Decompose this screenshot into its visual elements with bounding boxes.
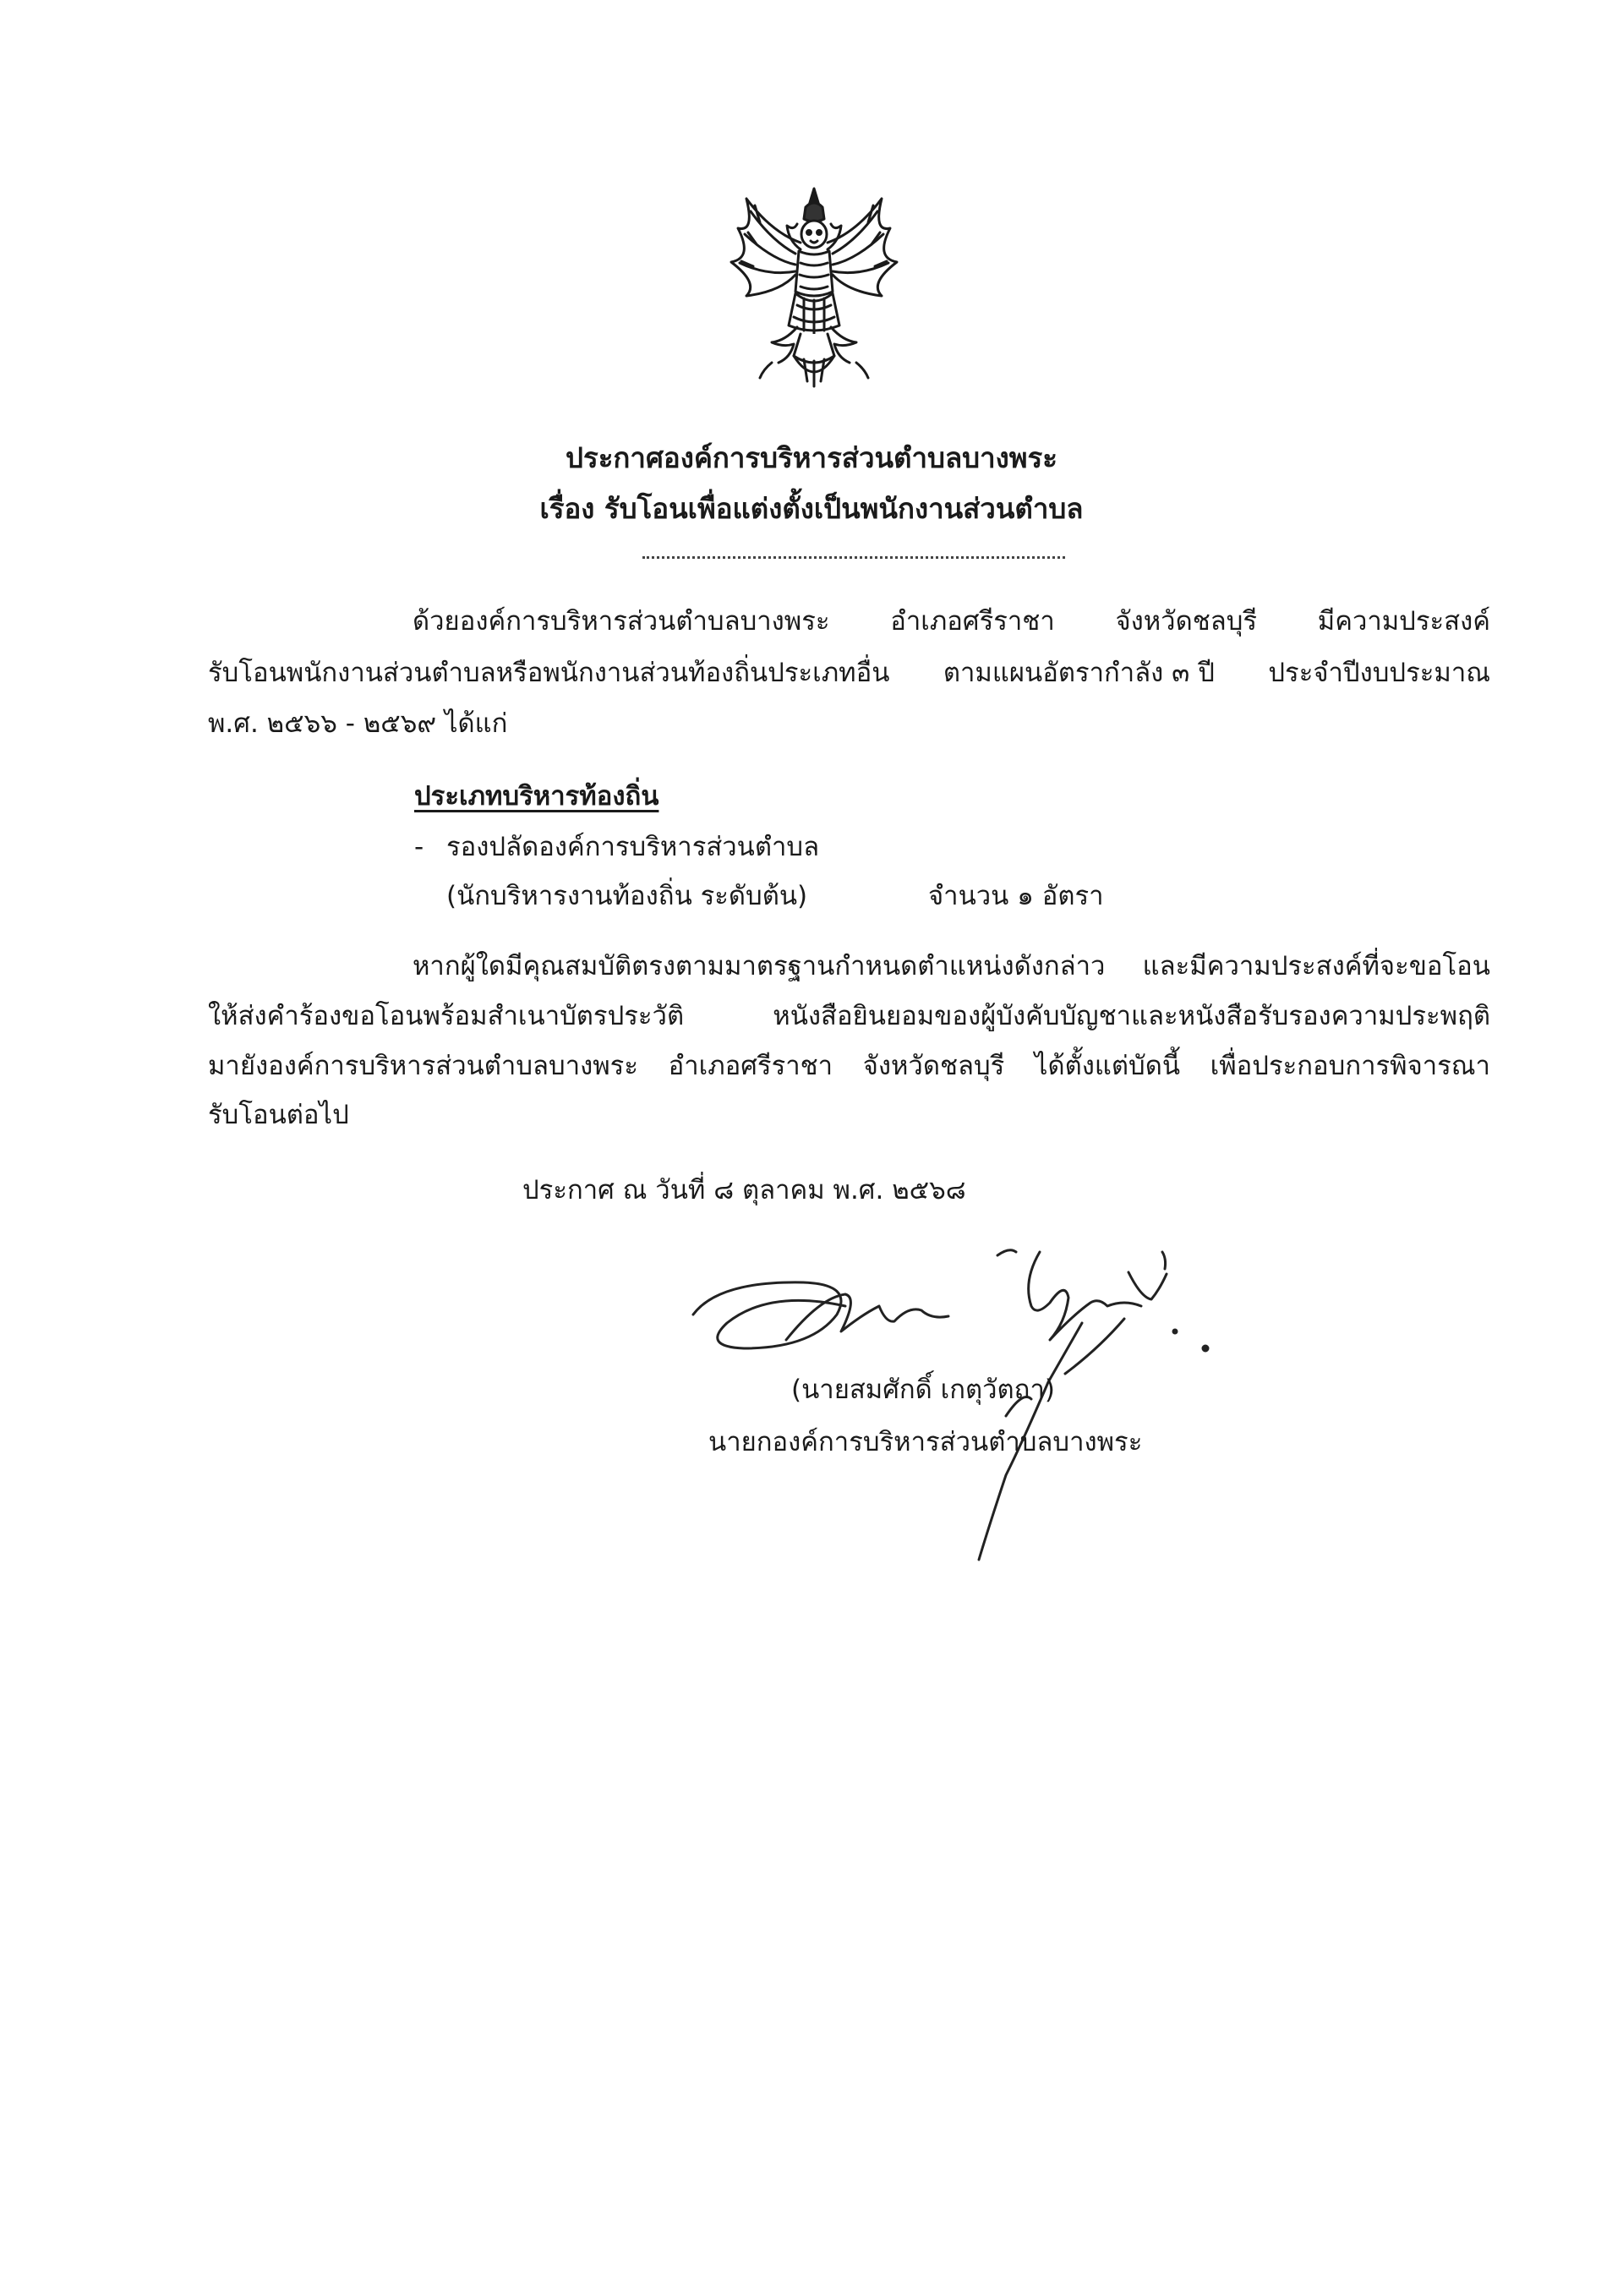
position-name: รองปลัดองค์การบริหารส่วนตำบล	[446, 832, 820, 862]
signature-icon	[668, 1222, 1243, 1594]
para1-line1-word: มีความประสงค์	[1317, 606, 1490, 637]
para2-line2-word: หนังสือยินยอมของผู้บังคับบัญชาและหนังสือรับรองความประพฤติ	[773, 1001, 1490, 1031]
para2-line3-word: จังหวัดชลบุรี	[862, 1051, 1005, 1081]
para1-line1-word: จังหวัดชลบุรี	[1115, 606, 1258, 637]
para2-line1-word: หากผู้ใดมีคุณสมบัติตรงตามมาตรฐานกำหนดตำแหน่งดังกล่าว	[413, 951, 1106, 981]
para1-line3: พ.ศ. ๒๕๖๖ - ๒๕๖๙ ได้แก่	[208, 708, 508, 739]
para2-line2	[208, 999, 1490, 1033]
para1-line1-word: อำเภอศรีราชา	[890, 606, 1055, 637]
garuda-emblem-icon	[712, 182, 916, 393]
para2-line3	[208, 1049, 1490, 1083]
para2-line3-word: อำเภอศรีราชา	[668, 1051, 833, 1081]
para1-line2	[208, 656, 1490, 690]
para1-line2-word: ตามแผนอัตรากำลัง ๓ ปี	[943, 658, 1215, 688]
position-count: จำนวน ๑ อัตรา	[928, 881, 1104, 911]
para1-line1-word: ด้วยองค์การบริหารส่วนตำบลบางพระ	[413, 606, 830, 637]
para2-line3-word: ได้ตั้งแต่บัดนี้	[1034, 1051, 1181, 1081]
position-dash: -	[414, 832, 424, 862]
announce-date: ประกาศ ณ วันที่ ๘ ตุลาคม พ.ศ. ๒๕๖๘	[522, 1175, 966, 1205]
para1-line1	[413, 604, 1490, 638]
para1-line2-word: รับโอนพนักงานส่วนตำบลหรือพนักงานส่วนท้องถิ่นประเภทอื่น	[208, 658, 890, 688]
announcement-title: ประกาศองค์การบริหารส่วนตำบลบางพระ	[566, 441, 1057, 474]
para2-line1	[413, 949, 1490, 983]
para1-line2-word: ประจำปีงบประมาณ	[1268, 658, 1490, 688]
position-level: (นักบริหารงานท้องถิ่น ระดับต้น)	[446, 881, 808, 911]
para2-line3-word: มายังองค์การบริหารส่วนตำบลบางพระ	[208, 1051, 638, 1081]
announcement-subject: เรื่อง รับโอนเพื่อแต่งตั้งเป็นพนักงานส่วนตำบล	[539, 492, 1084, 525]
dotted-divider	[642, 556, 1065, 559]
para2-line1-word: และมีความประสงค์ที่จะขอโอน	[1142, 951, 1490, 981]
signer-title: นายกองค์การบริหารส่วนตำบลบางพระ	[708, 1427, 1143, 1457]
para2-line3-word: เพื่อประกอบการพิจารณา	[1210, 1051, 1490, 1081]
section-title: ประเภทบริหารท้องถิ่น	[414, 781, 659, 812]
para2-line2-word: ให้ส่งคำร้องขอโอนพร้อมสำเนาบัตรประวัติ	[208, 1001, 685, 1031]
para2-line4: รับโอนต่อไป	[208, 1100, 349, 1130]
signer-name: (นายสมศักดิ์ เกตุวัตถา)	[791, 1375, 1055, 1405]
